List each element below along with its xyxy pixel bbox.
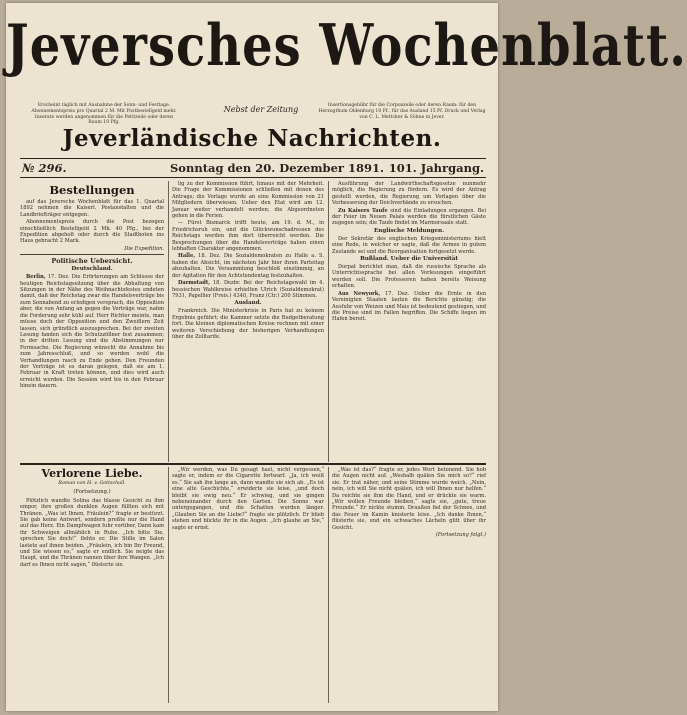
england-text: Der Sekretär des englischen Kriegsministeriums hielt eine Rede, in welcher er sagte, daß die Armee in gutem Zustande sei und die Reorganisation fortgesetzt werde. <box>332 235 486 255</box>
agriculture-text: Ausführung der Landwirthschaftsgesetze nunmehr möglich, die Regierung zu fördern. Es wird der Antrag gestellt werden, die Regierung um Vorlagen über die Verbesserung der Deichverbände zu ersuchen. <box>332 181 486 207</box>
column-divider <box>328 181 329 462</box>
abroad-heading: Ausland. <box>234 300 262 307</box>
england-heading: Englische Meldungen. <box>373 227 445 234</box>
berlin-lead: Berlin, <box>26 274 46 281</box>
orders-signature: Die Expedition. <box>124 245 164 252</box>
berlin-article <box>20 274 164 389</box>
feuilleton-column-3 <box>332 467 486 703</box>
rule-bottom <box>20 177 486 178</box>
abroad-text: Frankreich. Die Ministerkrisis in Paris hat zu keinem Ergebnis geführt; die Kammer setzte die Budgetberatung fort. Die kleinen diplomatischen Kreise rechnen mit einer weiteren Verschiebung der bisherigen Verhandlungen über die Zolltarife. <box>172 308 324 340</box>
subtitle: Jeverländische Nachrichten. <box>62 125 442 152</box>
feuilleton-text: „Wir werden, was Du gesagt hast, nicht vergessen,“ sagte er, indem er die Cigarette fortwarf. „Ja, ich weiß es.“ Sie sah ihn lange an, dann wandte sie sich ab. „Es ist eine alte Geschichte,“ erwiderte sie leise, „und doch bleibt sie ewig neu.“ Er schwieg, und sie gingen nebeneinander durch den Garten. Die Sonne war untergegangen, und die Schatten wurden länger. „Glauben Sie an die Liebe?“ fragte sie plötzlich. Er blieb stehen und blickte ihr in die Augen. „Ich glaube an Sie,“ sagte er ernst. <box>172 467 324 531</box>
berlin-text: 17. Dez. Die Erörterungen am Schlusse der heutigen Reichstagssitzung über die Abhaltung von Sitzungen in der Nähe des Weihnachtsfestes endeten damit, daß der Reichstag zwar die Handelsverträge bis zum Sonnabend zu erledigen versprach, die Opposition aber, die von Anfang an gegen die Verträge war, nahm die Forderung sehr kühl auf. Herr Richter meinte, man müsse doch der Opposition und den Zweiflern Zeit lassen, sich gründlich auszusprechen. Bei der zweiten Lesung fanden sich die Schutzzöllner fest zusammen; in der dritten Lesung sind die Abstimmungen nur Formsache. Die Regierung wünscht die Annahme bis zum Jahresschluß, und so werden wohl die Verhandlungen rasch zu Ende gehen. Den Freunden der Verträge ist es daran gelegen, daß sie am 1. Februar in Kraft treten können, und dies wird auch erreicht werden. Die Session wird bis in den Februar hinein dauern. <box>20 274 164 390</box>
column-2 <box>172 181 324 462</box>
column-divider <box>168 181 169 462</box>
column-3 <box>332 181 486 462</box>
halle-lead: Halle, <box>178 253 195 260</box>
russia-heading: Rußland. Ueber die Universität <box>360 256 458 263</box>
germany-heading: Deutschland. <box>71 266 113 273</box>
feuilleton-column-2 <box>172 467 324 703</box>
orders-heading: Bestellungen <box>49 183 135 197</box>
column-divider <box>168 467 169 703</box>
feuilleton-rule <box>20 463 486 465</box>
to-be-continued: (Fortsetzung folgt.) <box>435 532 486 539</box>
supplement-note: Nebst der Zeitung <box>223 105 299 114</box>
newyork-text: 17. Dez. Ueber die Ernte in den Vereinigten Staaten lauten die Berichte günstig; die Ausfuhr von Weizen und Mais ist bedeutend gestiegen, und die Preise sind im Fallen begriffen. Die Schiffe liegen im Hafen bereit. <box>332 290 486 323</box>
orders-text: auf das Jeversche Wochenblatt für das 1. Quartal 1892 nehmen die Kaiserl. Postanstalten und die Landbriefträger entgegen. <box>20 199 164 218</box>
feuilleton-author: Roman von H. v. Gottschall. <box>58 481 126 486</box>
orders-price: Abonnementspreis durch die Post bezogen einschließlich Bestellgeld 2 Mk. 40 Pfg., bei der Expedition abgeholt oder durch die Stadtboten ins Haus gebracht 2 Mark. <box>20 219 164 245</box>
subscription-info: Erscheint täglich mit Ausnahme der Sonn- und Festtage. Abonnementspreis pro Quartal 2 M. Mit Postbestellgeld mehr. Inserate werden angenommen für die Petitzeile oder deren Raum 10 Pfg. <box>31 103 177 126</box>
baptism-article <box>332 208 486 227</box>
russia-text: Dorpat berichtet man, daß die russische Sprache als Unterrichtssprache bei allen Vorlesungen eingeführt werden soll. Die Professoren haben bereits Weisung erhalten. <box>332 264 486 290</box>
newyork-lead: Aus Newyork, <box>338 290 381 297</box>
column-divider <box>328 467 329 703</box>
darmstadt-article <box>172 280 324 299</box>
volume-year: 101. Jahrgang. <box>388 161 484 175</box>
feuilleton-text: Plötzlich wandte Solina das blasse Gesicht zu ihm empor, ihre großen dunklen Augen füllten sich mit Thränen. „Was ist Ihnen, Fräulein?“ fragte er bestürzt. Sie gab keine Antwort, sondern preßte nur die Hand auf das Herz. Ein Dampfwagen fuhr vorüber, Dann kam ihr Schweigen allmählich in Ruhe. „Ich bitte Sie, sprechen Sie doch!“ flehte er. Die Stille im Salon lastete auf ihnen beiden. „Fräulein, ich bin Ihr Freund, und Sie wissen es,“ sagte er endlich. Sie neigte das Haupt, und die Thränen rannen über ihre Wangen. „Ich darf es Ihnen nicht sagen,“ flüsterte sie. <box>20 497 164 568</box>
feuilleton-title: Verlorene Liebe. <box>41 467 143 480</box>
issue-date: Sonntag den 20. Dezember 1891. <box>170 161 384 175</box>
column-1 <box>20 184 164 463</box>
section-rule <box>20 254 164 255</box>
newyork-article <box>332 291 486 323</box>
politics-heading: Politische Uebersicht. <box>51 257 133 266</box>
baptism-text: sind die Einladungen ergangen. Bei der Feier im Neuen Palais werden die fürstlichen Gäste zugegen sein; die Taufe findet im Marmorsaale statt. <box>332 207 486 227</box>
masthead-title: Jeversches Wochenblatt. <box>6 13 687 80</box>
halle-text: 18. Dez. Die Sozialdemokraten zu Halle a. S. haben die Absicht, im nächsten Jahr hier ihren Parteitag abzuhalten. Die Versammlung beschloß einstimmig, an der Agitation für den Achtstundentag festzuhalten. <box>172 253 324 279</box>
insertion-info: Insertionsgebühr für die Corpuszeile oder deren Raum: für den Herzogthum Oldenburg 10 Pf., für das Ausland 15 Pf. Druck und Verlag von C. L. Mettcker & Söhne in Jever. <box>318 103 486 120</box>
rule-top <box>20 158 486 159</box>
issue-number: № 296. <box>22 161 67 175</box>
bismarck-text: — Fürst Bismarck trifft heute, am 19. d. M., in Friedrichsruh ein, und die Glückwunschadressen des Reichstags werden ihm dort überreicht werden. Die Besprechungen über die Handelsverträge haben einen lebhaften Charakter angenommen. <box>172 220 324 253</box>
commission-text: lig zu der Kommission führt, hinaus mit der Mehrheit. Die Frage der Kommissionen schließen mit denen des Antrags; die Vorlage wurde an eine Kommission von 21 Mitgliedern überwiesen. Ueber den Etat wird am 12. Januar weiter verhandelt werden; die Abgeordneten gehen in die Ferien. <box>172 181 324 220</box>
dateline <box>20 161 486 177</box>
baptism-lead: Zu Kaisers Taufe <box>338 207 388 214</box>
newspaper-page <box>6 3 687 711</box>
darmstadt-text: 18. Dezbr. Bei der Reichstagswahl im 4. hessischen Wahlkreise erhielten Ulrich (Sozialdemokrat) 7931, Papellier (Freis.) 4340, Franz (Ctr.) 200 Stimmen. <box>172 280 324 299</box>
feuilleton-text: „Was ist das?“ fragte er, jedes Wort betonend. Sie hob die Augen nicht auf. „Weshalb quälen Sie mich so?“ rief sie. Er trat näher, und seine Stimme wurde weich. „Nein, nein, ich will Sie nicht quälen, ich will Ihnen nur helfen.“ Da reichte sie ihm die Hand, und er drückte sie warm. „Wir wollen Freunde bleiben,“ sagte sie, „gute, treue Freunde.“ Er nickte stumm. Draußen fiel der Schnee, und das Feuer im Kamin knisterte leise. „Ich danke Ihnen,“ flüsterte sie, und ein schwaches Lächeln glitt über ihr Gesicht. <box>332 467 486 531</box>
darmstadt-lead: Darmstadt, <box>178 280 211 287</box>
feuilleton-continued: (Fortsetzung.) <box>73 489 111 496</box>
feuilleton-column-1 <box>20 467 164 703</box>
halle-article <box>172 253 324 279</box>
